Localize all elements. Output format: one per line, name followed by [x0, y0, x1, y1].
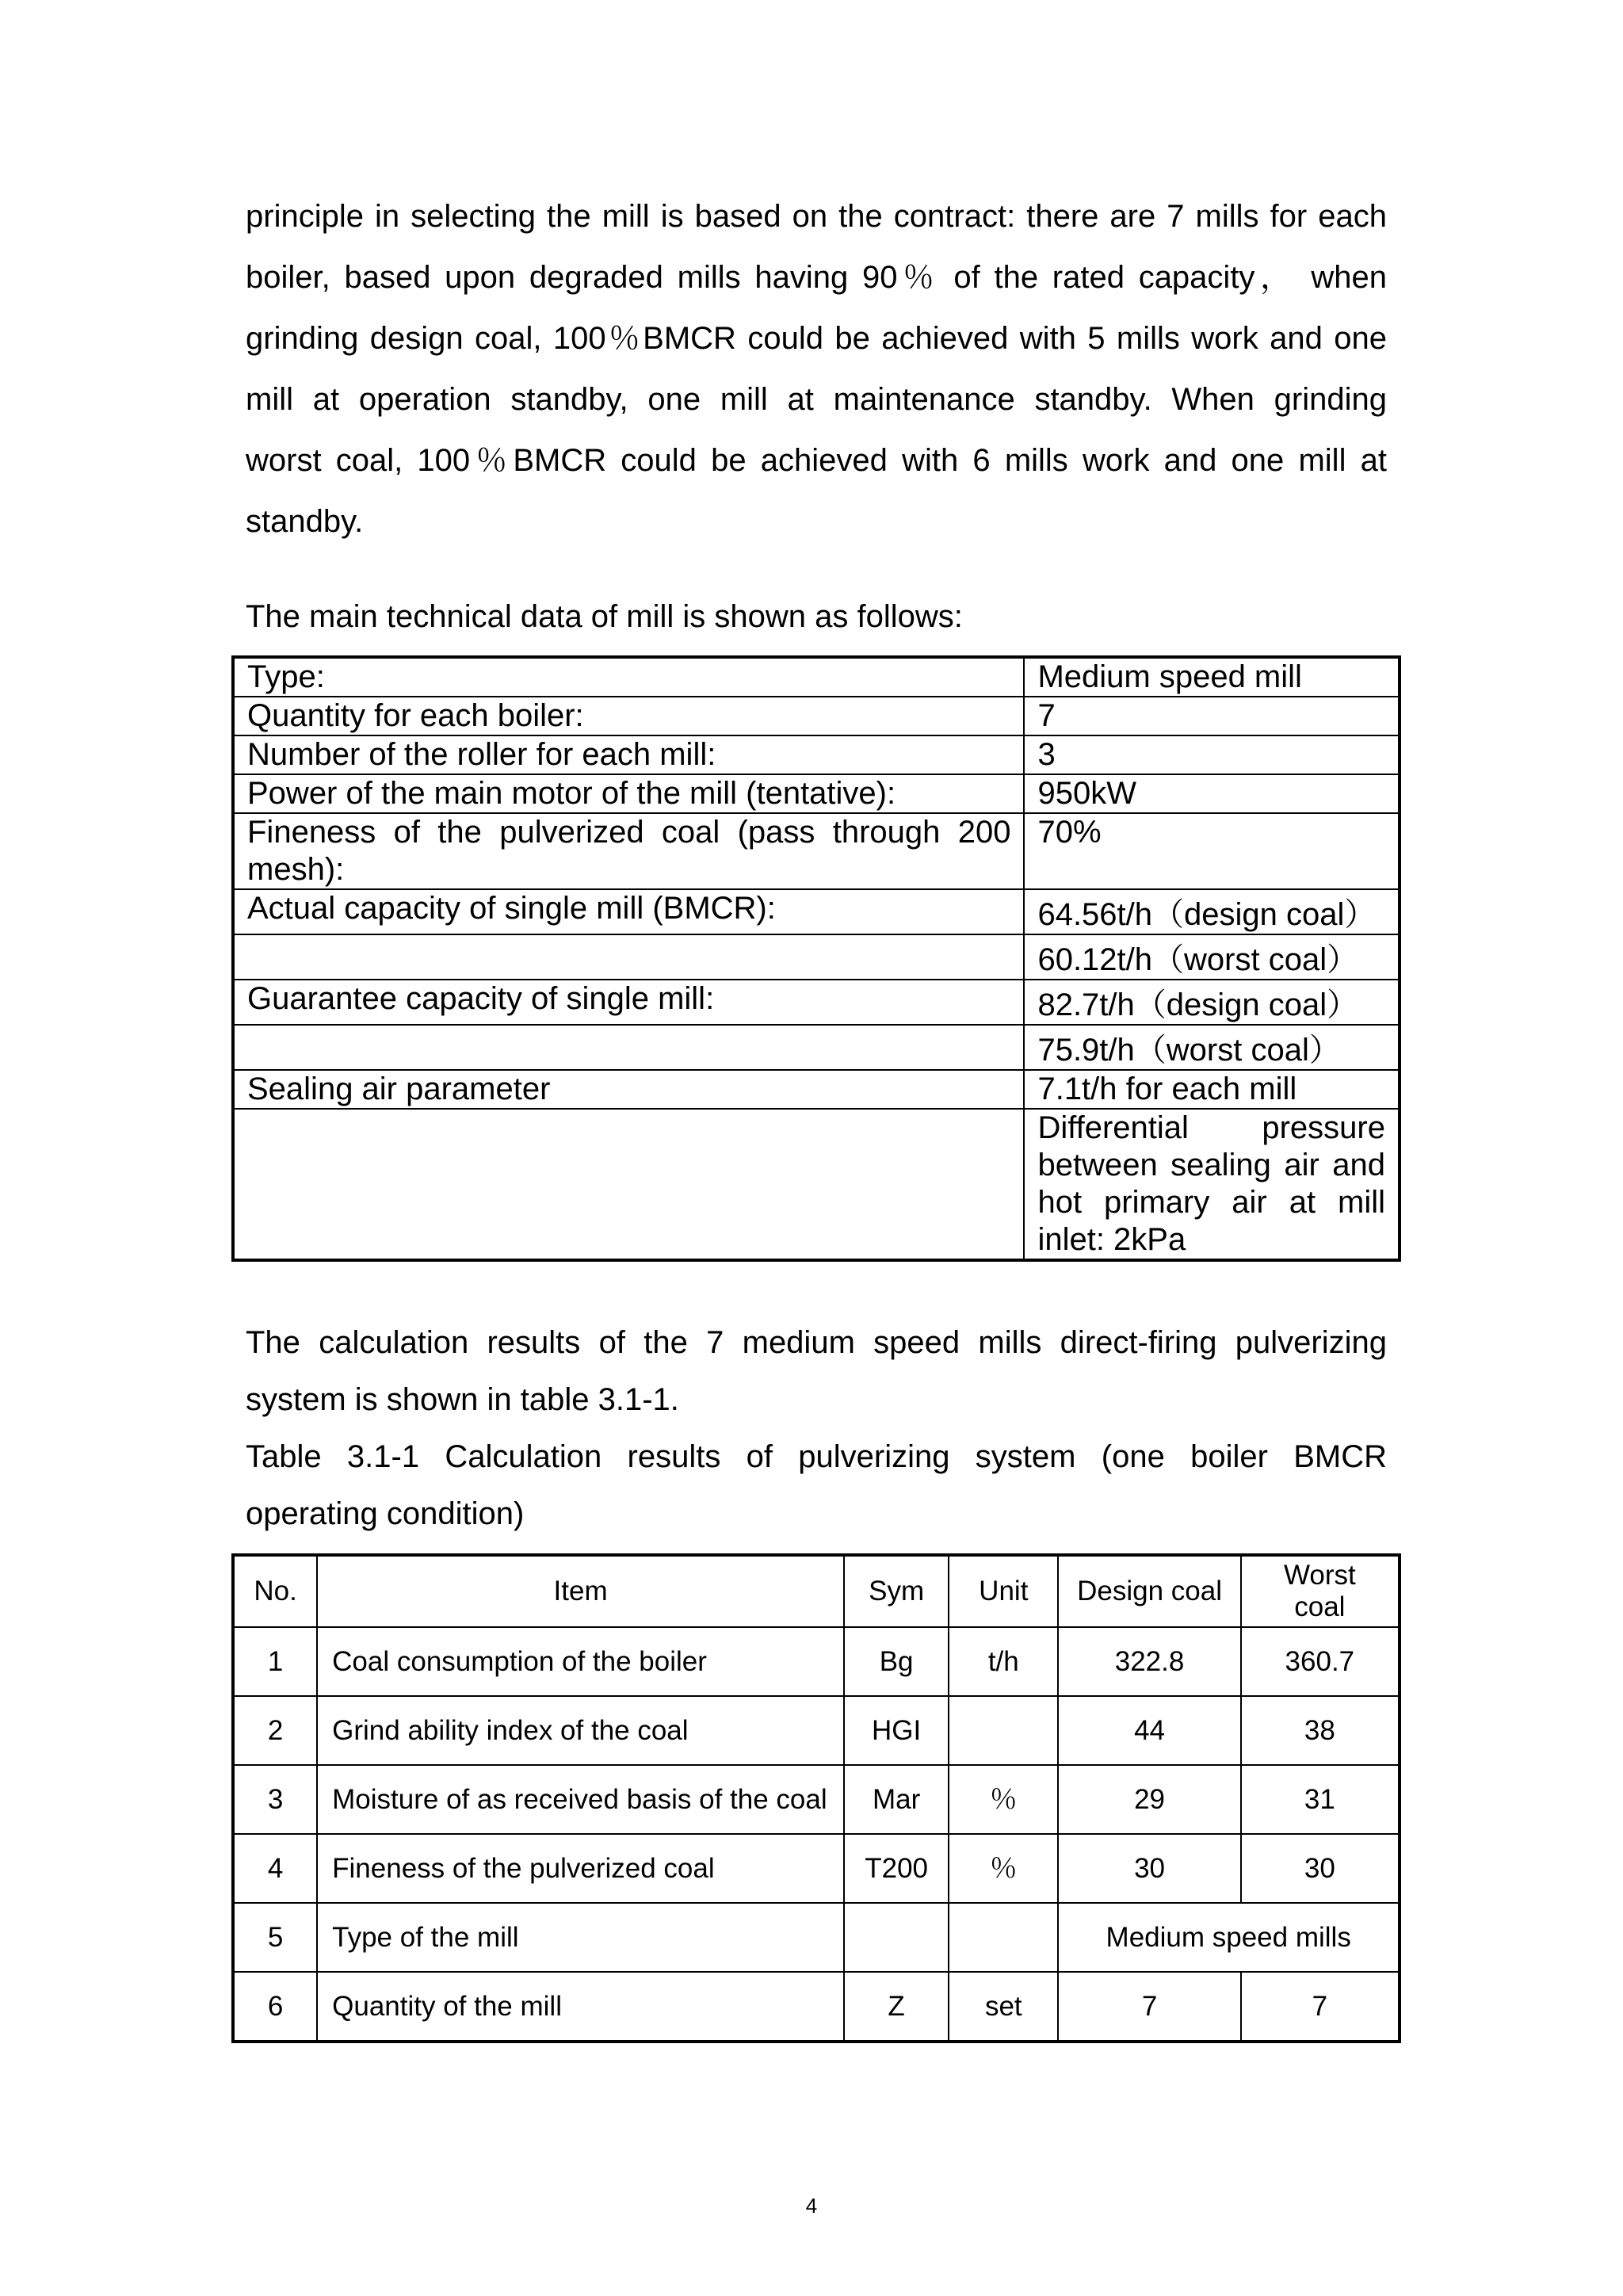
spec-row [233, 735, 1400, 774]
text-line: The calculation results of the 7 medium speed mills direct-firing pulverizing [246, 1325, 1387, 1360]
table-row [233, 1696, 1400, 1765]
cell-design: 30 [1058, 1834, 1240, 1903]
cell-design: 44 [1058, 1696, 1240, 1765]
cell-no: 3 [233, 1765, 317, 1834]
cell-unit [949, 1696, 1058, 1765]
cell-no: 2 [233, 1696, 317, 1765]
spec-label: Power of the main motor of the mill (tentative): [233, 774, 1024, 813]
cell-no: 6 [233, 1972, 317, 2042]
spec-label: Type: [233, 657, 1024, 697]
spec-row [233, 980, 1400, 1025]
spec-value: 950kW [1024, 774, 1400, 813]
spec-value: 82.7t/h（design coal） [1024, 980, 1400, 1025]
cell-item: Fineness of the pulverized coal [317, 1834, 844, 1903]
cell-sym: HGI [844, 1696, 949, 1765]
table-header-row [233, 1555, 1400, 1627]
table-row [233, 1765, 1400, 1834]
spec-value: 3 [1024, 735, 1400, 774]
cell-unit [949, 1903, 1058, 1972]
table-caption: Table 3.1-1 Calculation results of pulverizing system (one boiler BMCR [246, 1439, 1387, 1474]
spec-row [233, 1070, 1400, 1109]
cell-worst: 7 [1241, 1972, 1400, 2042]
cell-sym: Bg [844, 1627, 949, 1696]
header-worst-coal: Worst coal [1241, 1555, 1400, 1627]
text-line: boiler, based upon degraded mills having 90％ of the rated capacity， when [246, 260, 1387, 295]
cell-sym [844, 1903, 949, 1972]
cell-item: Grind ability index of the coal [317, 1696, 844, 1765]
intro-paragraph [246, 186, 1387, 552]
cell-merged: Medium speed mills [1058, 1903, 1400, 1972]
cell-unit: set [949, 1972, 1058, 2042]
header-item: Item [317, 1555, 844, 1627]
spec-row [233, 889, 1400, 934]
cell-worst: 38 [1241, 1696, 1400, 1765]
cell-design: 7 [1058, 1972, 1240, 2042]
spec-label [233, 934, 1024, 980]
table-row [233, 1627, 1400, 1696]
spec-value: Differential pressure between sealing air and hot primary air at mill inlet: 2kPa [1024, 1109, 1400, 1260]
spec-label [233, 1025, 1024, 1070]
spec-value: 7 [1024, 697, 1400, 735]
mill-spec-table [231, 655, 1401, 1262]
spec-value: 7.1t/h for each mill [1024, 1070, 1400, 1109]
spec-row [233, 697, 1400, 735]
cell-no: 4 [233, 1834, 317, 1903]
spec-row [233, 774, 1400, 813]
table-caption: operating condition) [246, 1496, 525, 1531]
text-line: mill at operation standby, one mill at maintenance standby. When grinding [246, 382, 1387, 417]
spec-value: 60.12t/h（worst coal） [1024, 934, 1400, 980]
text-line: worst coal, 100％BMCR could be achieved with 6 mills work and one mill at [246, 443, 1387, 478]
header-design-coal: Design coal [1058, 1555, 1240, 1627]
cell-no: 5 [233, 1903, 317, 1972]
spec-row [233, 934, 1400, 980]
text-line: system is shown in table 3.1-1. [246, 1382, 679, 1417]
spec-value: 70% [1024, 813, 1400, 889]
cell-item: Coal consumption of the boiler [317, 1627, 844, 1696]
table-row [233, 1972, 1400, 2042]
spec-heading: The main technical data of mill is shown as follows: [246, 599, 963, 634]
cell-design: 29 [1058, 1765, 1240, 1834]
spec-row [233, 1109, 1400, 1260]
cell-item: Type of the mill [317, 1903, 844, 1972]
cell-sym: T200 [844, 1834, 949, 1903]
page-number: 4 [805, 2194, 818, 2218]
spec-label: Guarantee capacity of single mill: [233, 980, 1024, 1025]
cell-unit: t/h [949, 1627, 1058, 1696]
cell-design: 322.8 [1058, 1627, 1240, 1696]
table-row [233, 1834, 1400, 1903]
calc-intro-paragraph [246, 1314, 1387, 1542]
spec-label: Fineness of the pulverized coal (pass through 200 mesh): [233, 813, 1024, 889]
text-line: grinding design coal, 100％BMCR could be achieved with 5 mills work and one [246, 321, 1387, 356]
cell-item: Quantity of the mill [317, 1972, 844, 2042]
cell-sym: Z [844, 1972, 949, 2042]
spec-value: 64.56t/h（design coal） [1024, 889, 1400, 934]
cell-unit: ％ [949, 1765, 1058, 1834]
spec-label: Sealing air parameter [233, 1070, 1024, 1109]
spec-label: Number of the roller for each mill: [233, 735, 1024, 774]
cell-item: Moisture of as received basis of the coal [317, 1765, 844, 1834]
cell-worst: 30 [1241, 1834, 1400, 1903]
cell-sym: Mar [844, 1765, 949, 1834]
table-row [233, 1903, 1400, 1972]
text-line: principle in selecting the mill is based on the contract: there are 7 mills for each [246, 199, 1387, 234]
calc-results-table [231, 1553, 1401, 2043]
spec-label: Actual capacity of single mill (BMCR): [233, 889, 1024, 934]
cell-worst: 31 [1241, 1765, 1400, 1834]
spec-row [233, 813, 1400, 889]
spec-row [233, 657, 1400, 697]
spec-row [233, 1025, 1400, 1070]
header-no: No. [233, 1555, 317, 1627]
cell-no: 1 [233, 1627, 317, 1696]
spec-label [233, 1109, 1024, 1260]
text-line: standby. [246, 504, 364, 539]
header-unit: Unit [949, 1555, 1058, 1627]
header-sym: Sym [844, 1555, 949, 1627]
spec-value: Medium speed mill [1024, 657, 1400, 697]
spec-label: Quantity for each boiler: [233, 697, 1024, 735]
cell-worst: 360.7 [1241, 1627, 1400, 1696]
spec-value: 75.9t/h（worst coal） [1024, 1025, 1400, 1070]
spec-heading-paragraph [246, 586, 1387, 648]
cell-unit: ％ [949, 1834, 1058, 1903]
